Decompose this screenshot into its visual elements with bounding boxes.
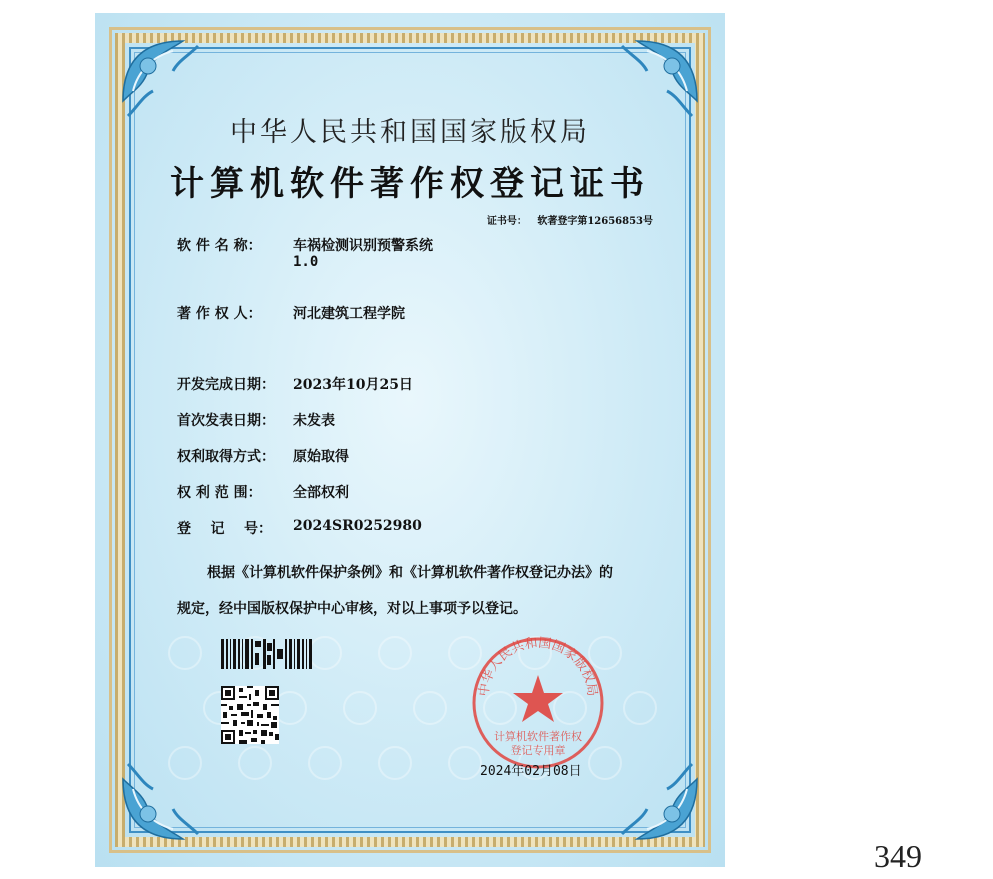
field-label-publish-date: 首次发表日期：	[177, 413, 275, 429]
field-value-publish-date: 未发表	[293, 413, 335, 429]
certificate-number-label: 证书号：	[486, 216, 527, 227]
field-label-rights-scope: 权 利 范 围：	[177, 485, 262, 501]
page-number: 349	[874, 838, 922, 874]
field-value-copyright-owner: 河北建筑工程学院	[293, 306, 405, 322]
field-value-completion-date: 2023年10月25日	[293, 377, 413, 393]
seal-inner-text-1: 计算机软件著作权	[494, 730, 582, 743]
field-value-software-version: 1.0	[293, 254, 319, 270]
certificate	[95, 13, 725, 867]
barcode-icon	[221, 639, 313, 669]
certificate-number	[487, 212, 653, 227]
seal-outer-text: 中华人民共和国国家版权局	[476, 635, 600, 698]
issue-date: 2024年02月08日	[480, 764, 582, 779]
certificate-number-value: 软著登字第12656853号	[537, 216, 653, 227]
field-label-completion-date: 开发完成日期：	[177, 377, 275, 393]
field-value-registration-number: 2024SR0252980	[293, 518, 422, 534]
statement-line-1: 根据《计算机软件保护条例》和《计算机软件著作权登记办法》的	[207, 565, 613, 581]
statement-line-2: 规定，经中国版权保护中心审核，对以上事项予以登记。	[177, 601, 527, 617]
qr-code-icon	[221, 686, 279, 744]
field-label-registration-number: 登 记 号：	[177, 521, 272, 537]
field-value-software-name: 车祸检测识别预警系统	[293, 238, 433, 254]
issuer-heading: 中华人民共和国国家版权局	[230, 117, 590, 148]
field-label-copyright-owner: 著 作 权 人：	[177, 306, 262, 322]
seal-inner-text-2: 登记专用章	[510, 744, 566, 757]
field-value-rights-scope: 全部权利	[293, 485, 349, 501]
field-label-acquisition-method: 权利取得方式：	[177, 449, 275, 465]
field-label-software-name: 软 件 名 称：	[177, 238, 262, 254]
official-seal-icon	[468, 633, 608, 773]
field-value-acquisition-method: 原始取得	[293, 449, 349, 465]
certificate-title: 计算机软件著作权登记证书	[170, 164, 650, 204]
